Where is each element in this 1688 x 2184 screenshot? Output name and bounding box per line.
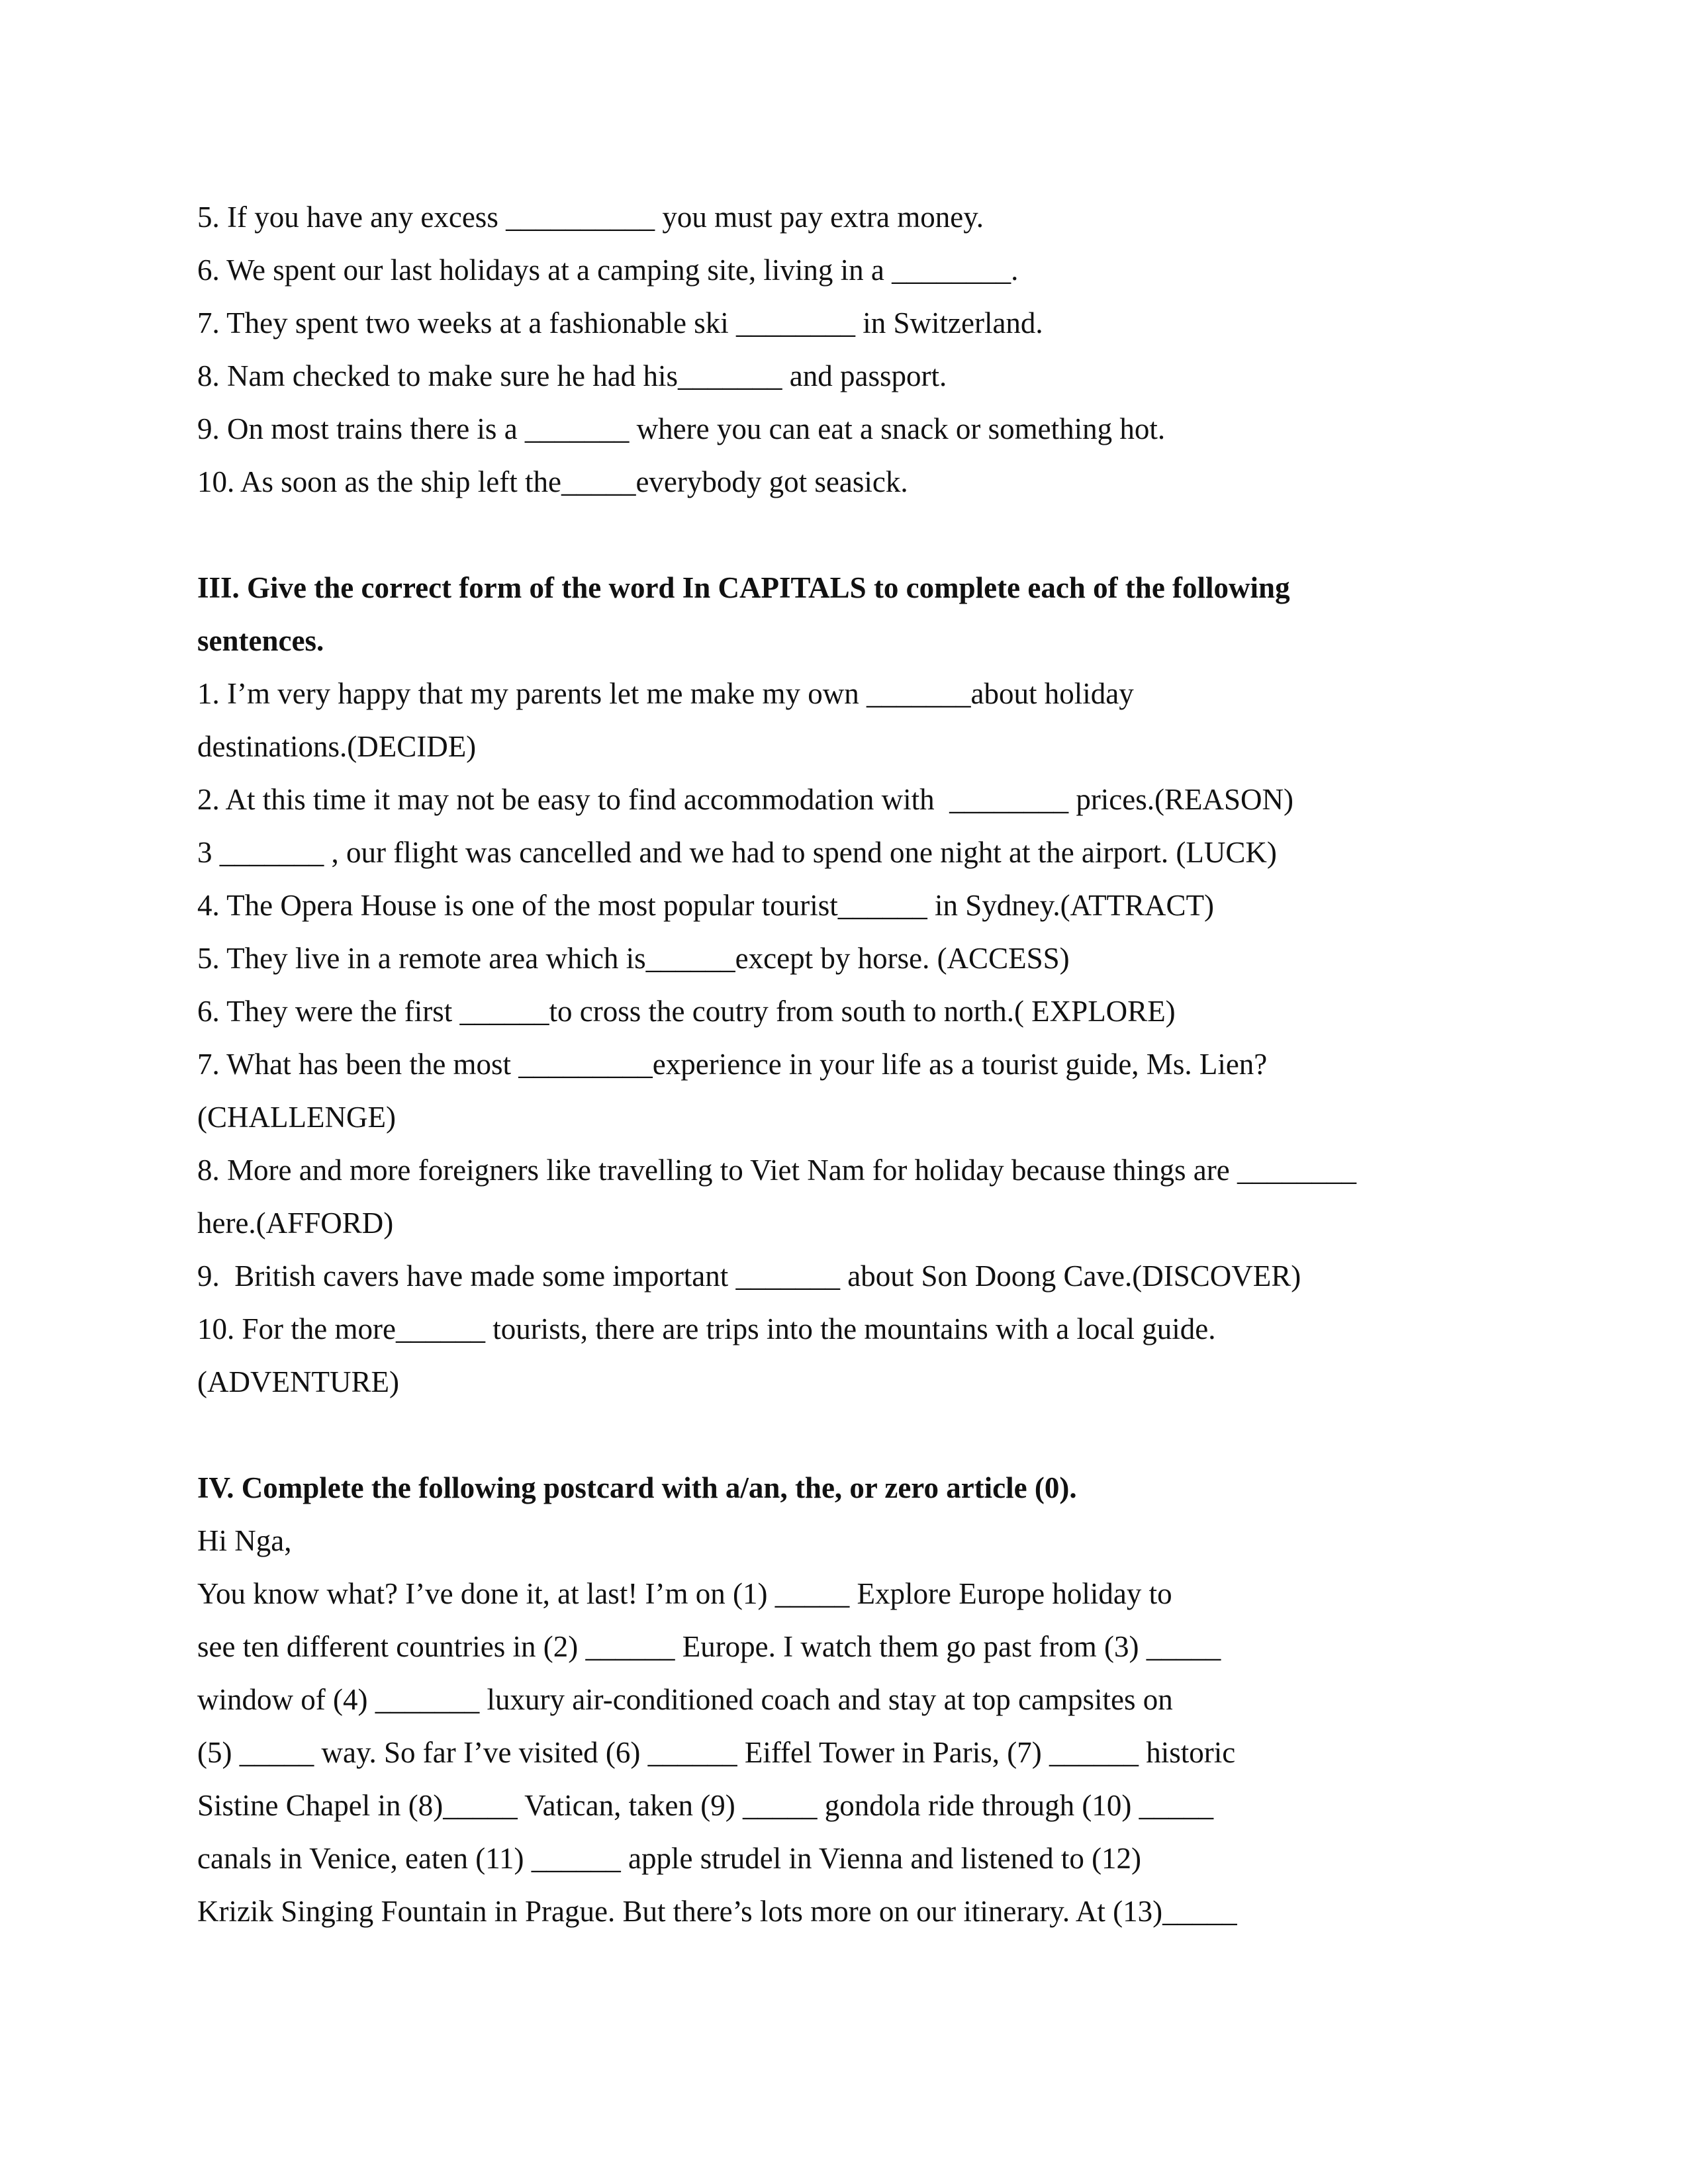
section-4-heading: IV. Complete the following postcard with a/an, the, or zero article (0). [197,1471,1077,1504]
section-3 [197,561,1508,1408]
exercise-item: 8. Nam checked to make sure he had his_______ and passport. [197,359,947,392]
spacer [197,508,1508,561]
exercise-line: (ADVENTURE) [197,1365,399,1398]
spacer [197,1408,1508,1461]
postcard-line: (5) _____ way. So far I’ve visited (6) ______ Eiffel Tower in Paris, (7) ______ historic [197,1736,1236,1769]
section-3-heading: III. Give the correct form of the word In CAPITALS to complete each of the following [197,571,1290,604]
exercise-line: 5. They live in a remote area which is______except by horse. (ACCESS) [197,942,1070,975]
postcard-line: Sistine Chapel in (8)_____ Vatican, taken (9) _____ gondola ride through (10) _____ [197,1789,1214,1822]
exercise-line: 9. British cavers have made some important _______ about Son Doong Cave.(DISCOVER) [197,1259,1301,1293]
exercise-item: 10. As soon as the ship left the_____everybody got seasick. [197,465,908,498]
exercise-line: (CHALLENGE) [197,1101,396,1134]
exercise-line: destinations.(DECIDE) [197,730,477,763]
exercise-line: 2. At this time it may not be easy to find accommodation with ________ prices.(REASON) [197,783,1294,816]
exercise-line: 7. What has been the most _________experience in your life as a tourist guide, Ms. Lien? [197,1048,1268,1081]
exercise-line: 10. For the more______ tourists, there are trips into the mountains with a local guide. [197,1312,1216,1345]
postcard-line: see ten different countries in (2) ______ Europe. I watch them go past from (3) _____ [197,1630,1221,1663]
section-2-continued [197,191,1508,508]
section-4 [197,1461,1508,1938]
postcard-line: You know what? I’ve done it, at last! I’m on (1) _____ Explore Europe holiday to [197,1577,1172,1610]
postcard-line: Krizik Singing Fountain in Prague. But there’s lots more on our itinerary. At (13)_____ [197,1895,1237,1928]
exercise-line: 1. I’m very happy that my parents let me make my own _______about holiday [197,677,1134,710]
exercise-item: 7. They spent two weeks at a fashionable ski ________ in Switzerland. [197,306,1043,340]
postcard-line: canals in Venice, eaten (11) ______ apple strudel in Vienna and listened to (12) [197,1842,1142,1875]
worksheet-page [197,191,1508,1938]
postcard-greeting: Hi Nga, [197,1524,292,1557]
exercise-line: 3 _______ , our flight was cancelled and we had to spend one night at the airport. (LUCK) [197,836,1277,869]
exercise-line: 6. They were the first ______to cross the coutry from south to north.( EXPLORE) [197,995,1176,1028]
section-3-heading-continued: sentences. [197,624,324,657]
exercise-item: 9. On most trains there is a _______ where you can eat a snack or something hot. [197,412,1166,445]
exercise-line: here.(AFFORD) [197,1206,394,1240]
exercise-item: 6. We spent our last holidays at a camping site, living in a ________. [197,253,1019,287]
exercise-line: 8. More and more foreigners like travelling to Viet Nam for holiday because things are ________ [197,1154,1356,1187]
exercise-item: 5. If you have any excess __________ you must pay extra money. [197,201,984,234]
exercise-line: 4. The Opera House is one of the most popular tourist______ in Sydney.(ATTRACT) [197,889,1215,922]
postcard-line: window of (4) _______ luxury air-conditioned coach and stay at top campsites on [197,1683,1173,1716]
